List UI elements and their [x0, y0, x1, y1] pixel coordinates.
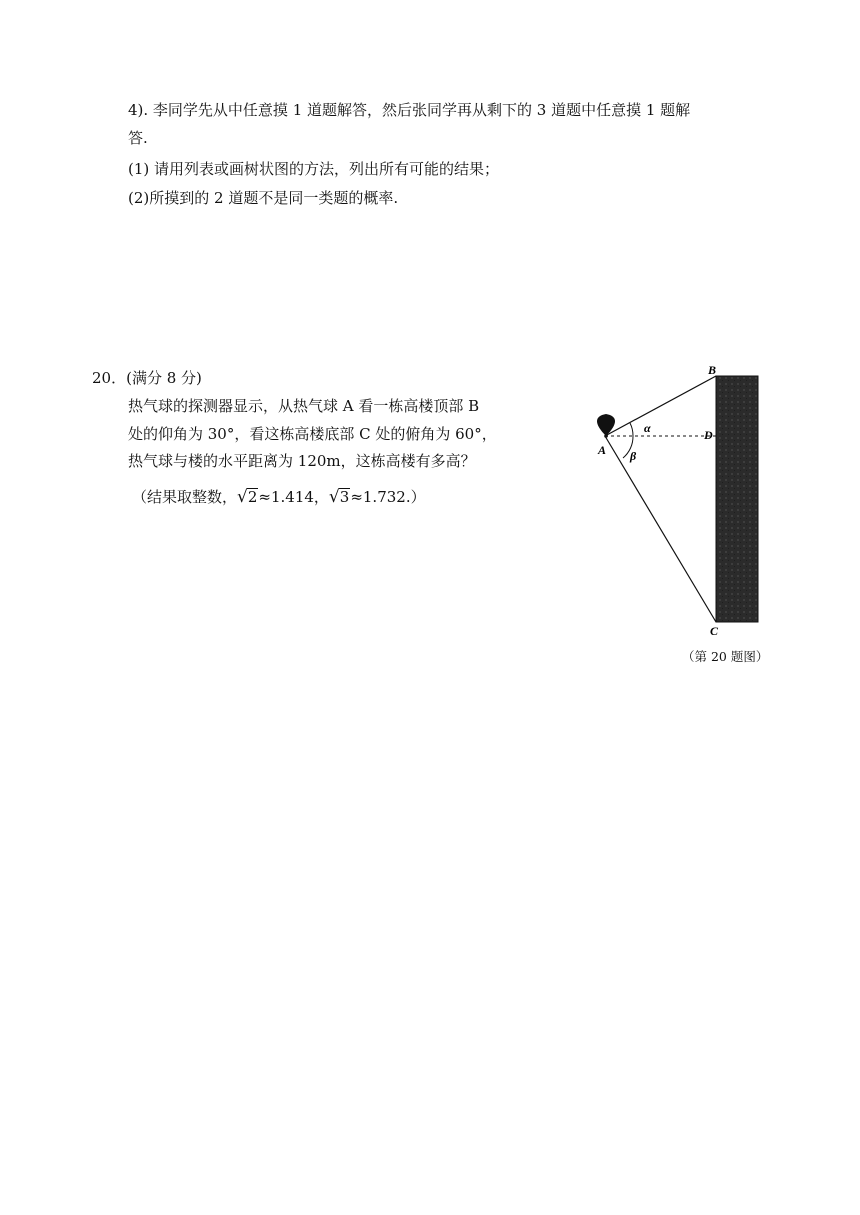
- balloon-icon: [597, 414, 615, 438]
- q20-line1: 热气球的探测器显示，从热气球 A 看一栋高楼顶部 B: [128, 397, 480, 415]
- q20-figure: [580, 358, 800, 658]
- sqrt3-value: ≈1.732.）: [350, 488, 426, 506]
- building: [716, 376, 758, 622]
- label-D: D: [704, 428, 713, 442]
- sqrt2-value: ≈1.414，: [258, 488, 329, 506]
- q19-part2: (2)所摸到的 2 道题不是同一类题的概率.: [128, 189, 399, 207]
- q20-line2: 处的仰角为 30°，看这栋高楼底部 C 处的俯角为 60°，: [128, 425, 497, 443]
- label-B: B: [708, 363, 717, 377]
- label-C: C: [710, 624, 719, 638]
- note-prefix: （结果取整数，: [132, 488, 238, 506]
- label-alpha: α: [644, 421, 651, 435]
- arc-alpha: [630, 423, 633, 436]
- figure-caption: （第 20 题图）: [682, 649, 769, 664]
- q20-header: 20．(满分 8 分): [92, 369, 202, 387]
- q20-approx-note: [132, 487, 426, 507]
- line-AB: [605, 376, 716, 436]
- q19-line2: 答.: [128, 129, 148, 147]
- q20-line3: 热气球与楼的水平距离为 120m，这栋高楼有多高？: [128, 452, 476, 470]
- label-beta: β: [630, 449, 637, 463]
- sqrt-3: √3: [328, 487, 350, 507]
- sqrt2-radicand: 2: [247, 488, 258, 506]
- line-AC: [605, 436, 716, 622]
- sqrt3-radicand: 3: [339, 488, 350, 506]
- sqrt-2: √2: [237, 487, 258, 507]
- label-A: A: [598, 443, 607, 457]
- q19-line1: 4). 李同学先从中任意摸 1 道题解答，然后张同学再从剩下的 3 道题中任意摸 1 题解: [128, 101, 691, 119]
- q19-part1: (1) 请用列表或画树状图的方法，列出所有可能的结果；: [128, 160, 500, 178]
